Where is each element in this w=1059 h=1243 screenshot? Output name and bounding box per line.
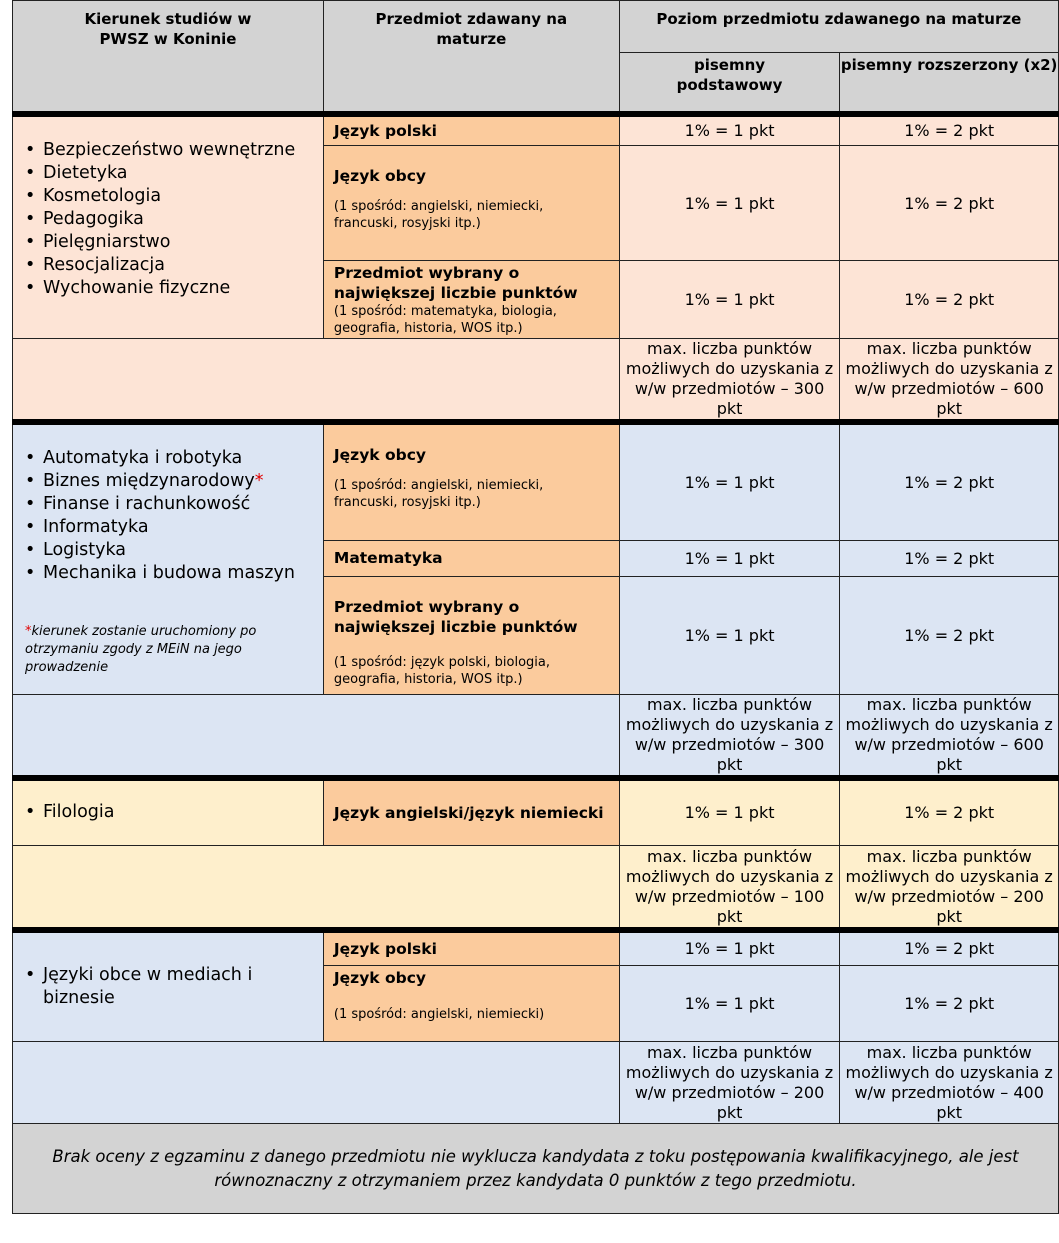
program-list-cell — [13, 114, 324, 339]
bullet-icon: • — [25, 139, 36, 160]
bullet-icon: • — [25, 540, 36, 560]
subject-name: Język angielski/język niemiecki — [333, 803, 604, 822]
bullet-icon: • — [25, 162, 36, 183]
max-spacer — [13, 846, 620, 930]
program-name: Finanse i rachunkowość — [43, 494, 251, 514]
value-basic: 1% = 1 pkt — [619, 114, 840, 146]
program-list — [25, 964, 323, 1010]
program-item — [25, 447, 323, 470]
value-extended: 1% = 2 pkt — [840, 422, 1059, 540]
program-list-cell — [13, 422, 324, 694]
subject-name: Język polski — [333, 939, 437, 958]
subject-cell — [323, 966, 619, 1042]
program-list — [25, 801, 323, 824]
header-extended: pisemny rozszerzony (x2) — [840, 53, 1059, 114]
program-name: Dietetyka — [43, 162, 128, 183]
program-name: Biznes międzynarodowy — [43, 471, 255, 491]
max-extended: max. liczba punktów możliwych do uzyskania z w/w przedmiotów – 600 pkt — [840, 339, 1059, 423]
value-extended: 1% = 2 pkt — [840, 540, 1059, 576]
max-extended: max. liczba punktów możliwych do uzyskania z w/w przedmiotów – 400 pkt — [840, 1042, 1059, 1124]
program-item — [25, 562, 323, 585]
program-item — [25, 964, 323, 1010]
subject-cell — [323, 576, 619, 694]
value-basic: 1% = 1 pkt — [619, 540, 840, 576]
subject-name: Matematyka — [333, 549, 443, 567]
program-item — [25, 516, 323, 539]
program-item — [25, 470, 323, 493]
value-extended: 1% = 2 pkt — [840, 146, 1059, 261]
program-name: Automatyka i robotyka — [43, 448, 243, 468]
subject-note: (1 spośród: angielski, niemiecki, francuski, rosyjski itp.) — [333, 478, 544, 510]
bullet-icon: • — [25, 208, 36, 229]
program-item — [25, 539, 323, 562]
bullet-icon: • — [25, 964, 36, 985]
value-extended: 1% = 2 pkt — [840, 966, 1059, 1042]
program-item — [25, 493, 323, 516]
program-list-cell — [13, 930, 324, 1042]
max-spacer — [13, 339, 620, 423]
bullet-icon: • — [25, 277, 36, 298]
program-item — [25, 801, 323, 824]
value-extended: 1% = 2 pkt — [840, 778, 1059, 846]
header-level: Poziom przedmiotu zdawanego na maturze — [619, 1, 1058, 53]
subject-name: Język polski — [333, 121, 437, 140]
program-name: Pielęgniarstwo — [43, 231, 171, 252]
program-list — [25, 447, 323, 585]
subject-cell — [323, 261, 619, 339]
value-basic: 1% = 1 pkt — [619, 576, 840, 694]
subject-cell — [323, 422, 619, 540]
subject-note: (1 spośród: język polski, biologia, geografia, historia, WOS itp.) — [333, 654, 551, 687]
program-name: Kosmetologia — [43, 185, 162, 206]
program-name: Filologia — [43, 802, 115, 823]
value-basic: 1% = 1 pkt — [619, 778, 840, 846]
subject-cell — [323, 114, 619, 146]
bullet-icon: • — [25, 231, 36, 252]
max-basic: max. liczba punktów możliwych do uzyskania z w/w przedmiotów – 300 pkt — [619, 694, 840, 778]
value-extended: 1% = 2 pkt — [840, 930, 1059, 966]
program-item — [25, 231, 323, 254]
subject-name: Przedmiot wybrany o największej liczbie punktów — [333, 597, 578, 636]
max-basic: max. liczba punktów możliwych do uzyskania z w/w przedmiotów – 300 pkt — [619, 339, 840, 423]
program-name: Mechanika i budowa maszyn — [43, 563, 295, 583]
bullet-icon: • — [25, 517, 36, 537]
program-item — [25, 254, 323, 277]
max-spacer — [13, 1042, 620, 1124]
bullet-icon: • — [25, 448, 36, 468]
max-basic: max. liczba punktów możliwych do uzyskania z w/w przedmiotów – 100 pkt — [619, 846, 840, 930]
program-list — [25, 139, 323, 300]
value-basic: 1% = 1 pkt — [619, 930, 840, 966]
value-basic: 1% = 1 pkt — [619, 966, 840, 1042]
program-item — [25, 139, 323, 162]
footer-note: Brak oceny z egzaminu z danego przedmiotu nie wyklucza kandydata z toku postępowania kwalifikacyjnego, ale jest równoznaczny z otrzymaniem przez kandydata 0 punktów z tego przedmiotu. — [13, 1124, 1059, 1214]
bullet-icon: • — [25, 563, 36, 583]
subject-name: Język obcy — [333, 167, 427, 185]
bullet-icon: • — [25, 254, 36, 275]
program-name: Logistyka — [43, 540, 127, 560]
subject-note: (1 spośród: angielski, niemiecki) — [333, 1007, 545, 1022]
header-program: Kierunek studiów w PWSZ w Koninie — [13, 1, 324, 114]
program-item — [25, 208, 323, 231]
header-basic: pisemny podstawowy — [619, 53, 840, 114]
subject-note: (1 spośród: angielski, niemiecki, francuski, rosyjski itp.) — [333, 199, 544, 231]
asterisk-mark: * — [254, 471, 264, 491]
program-item — [25, 162, 323, 185]
bullet-icon: • — [25, 185, 36, 206]
program-name: Języki obce w mediach i biznesie — [43, 964, 253, 1008]
bullet-icon: • — [25, 494, 36, 514]
program-list-cell — [13, 778, 324, 846]
program-name: Bezpieczeństwo wewnętrzne — [43, 139, 296, 160]
header-subject: Przedmiot zdawany na maturze — [323, 1, 619, 114]
program-name: Informatyka — [43, 517, 149, 537]
program-item — [25, 185, 323, 208]
program-item — [25, 277, 323, 300]
value-extended: 1% = 2 pkt — [840, 261, 1059, 339]
bullet-icon: • — [25, 471, 36, 491]
max-extended: max. liczba punktów możliwych do uzyskania z w/w przedmiotów – 600 pkt — [840, 694, 1059, 778]
subject-name: Przedmiot wybrany o największej liczbie punktów — [333, 264, 578, 302]
subject-name: Język obcy — [333, 969, 427, 987]
subject-note: (1 spośród: matematyka, biologia, geografia, historia, WOS itp.) — [333, 304, 557, 336]
subject-name: Język obcy — [333, 446, 427, 464]
subject-cell — [323, 778, 619, 846]
footnote: *kierunek zostanie uruchomiony po otrzymaniu zgody z MEiN na jego prowadzenie — [25, 624, 257, 675]
value-basic: 1% = 1 pkt — [619, 422, 840, 540]
subject-cell — [323, 930, 619, 966]
program-name: Resocjalizacja — [43, 254, 166, 275]
value-extended: 1% = 2 pkt — [840, 114, 1059, 146]
subject-cell — [323, 540, 619, 576]
value-extended: 1% = 2 pkt — [840, 576, 1059, 694]
value-basic: 1% = 1 pkt — [619, 261, 840, 339]
program-name: Wychowanie fizyczne — [43, 277, 231, 298]
bullet-icon: • — [25, 802, 36, 823]
admission-table — [12, 0, 1059, 1214]
max-basic: max. liczba punktów możliwych do uzyskania z w/w przedmiotów – 200 pkt — [619, 1042, 840, 1124]
value-basic: 1% = 1 pkt — [619, 146, 840, 261]
subject-cell — [323, 146, 619, 261]
program-name: Pedagogika — [43, 208, 144, 229]
max-extended: max. liczba punktów możliwych do uzyskania z w/w przedmiotów – 200 pkt — [840, 846, 1059, 930]
max-spacer — [13, 694, 620, 778]
